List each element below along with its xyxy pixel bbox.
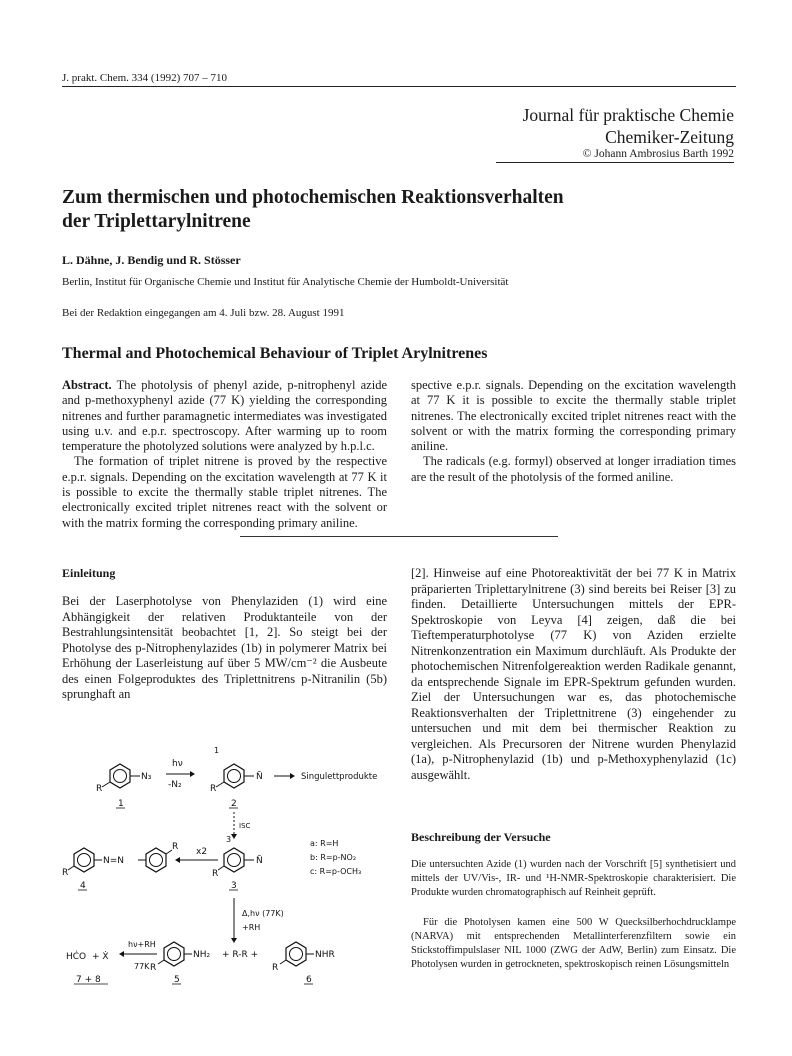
triplet-superscript: 3 (226, 835, 232, 844)
r-r-label: + R-R + (222, 950, 259, 960)
abstract-paragraph-3: The radicals (e.g. formyl) observed at longer irradiation times are the result of the photolysis of the formed aniline. (411, 454, 736, 484)
azide-n3-label: N₃ (141, 772, 152, 782)
versuche-heading: Beschreibung der Versuche (411, 830, 551, 844)
triplet-nitrene-3-structure (218, 848, 254, 872)
affiliation: Berlin, Institut für Organische Chemie und Institut für Analytische Chemie der Humboldt-Universität (62, 276, 509, 288)
abstract-label: Abstract. (62, 378, 112, 392)
aniline-5-structure (158, 942, 192, 966)
compound-label-4: 4 (80, 881, 86, 891)
journal-name (523, 104, 734, 148)
abstract-text-1: The photolysis of phenyl azide, p-nitrophenyl azide and p-methoxyphenyl azide (77 K) yielding the corresponding nitrenes and further paramagnetic intermediates was investigated using u.v. and e.p.r. spectroscopy. After warming up to room temperature the photolyzed solutions were analyzed by h.p.l.c. (62, 378, 387, 454)
versuche-paragraph-2: Für die Photolysen kamen eine 500 W Quecksilberhochdrucklampe (NARVA) mit entsprechenden Metallinterferenzfiltern sowie ein Stickstoffimpulslaser NIL 1000 (ZWG der AdW, Berlin) zum Einsatz. Die Photolysen wurden in getrockneten, spektroskopisch reinen Lösungsmitteln (411, 917, 736, 970)
plus-x-label: + Ẋ (92, 952, 109, 962)
english-title: Thermal and Photochemical Behaviour of Triplet Arylnitrenes (62, 345, 488, 362)
r-label-5: R (150, 963, 157, 973)
article-title (62, 186, 742, 234)
journal-citation: J. prakt. Chem. 334 (1992) 707 – 710 (62, 72, 227, 84)
article-title-line1: Zum thermischen und photochemischen Reaktionsverhalten (62, 187, 564, 208)
journal-name-line2: Chemiker-Zeitung (605, 127, 734, 147)
abstract-paragraph-1 (62, 378, 387, 454)
reaction-scheme (62, 742, 387, 1042)
77k-label: 77K (134, 962, 150, 971)
received-date: Bei der Redaktion eingegangen am 4. Juli bzw. 28. August 1991 (62, 307, 345, 319)
substituent-a: a: R=H (310, 839, 339, 848)
hv-rh-label: hν+RH (128, 940, 156, 949)
hv-label-1: hν (172, 759, 183, 769)
r-label-4a: R (62, 868, 69, 878)
singlet-superscript: 1 (214, 746, 220, 755)
abstract-right-column (411, 378, 736, 485)
compound-label-5: 5 (174, 975, 180, 985)
minus-n2-label: -N₂ (168, 780, 182, 790)
azide-1-structure (102, 764, 140, 788)
nh2-label: NH₂ (193, 950, 211, 960)
einleitung-paragraph-1: Bei der Laserphotolyse von Phenylaziden (1) wird eine Abhängigkeit der relativen Produktanteile von der Bestrahlungsintensität beobachtet [1, 2]. So steigt bei der Photolyse des p-Nitrophenylazides (1b) in polymerer Matrix bei Erhöhung der Laserleistung auf über 5 MW/cm⁻² die Ausbeute des einen Folgeproduktes des Triplettnitrens p-Nitranilin (5b) sprunghaft an (62, 594, 387, 701)
compound-label-1: 1 (118, 799, 124, 809)
singulettprodukte-label: Singulettprodukte (301, 772, 378, 782)
isc-label: ISC (239, 822, 251, 830)
einleitung-paragraph-2: [2]. Hinweise auf eine Photoreaktivität der bei 77 K in Matrix präparierten Triplettarylnitrene (3) sind bereits bei Reiser [3] zu finden. Detaillierte Untersuchungen mittels der EPR-Spektroskopie von Leyva [4] zeigen, daß die bei Tieftemperaturphotolyse (77 K) von Aziden erzielte Nitrenkonzentration ein Maximum durchläuft. Als Produkte der photochemischen Nitrenfolgereaktion werden Radikale genannt, da entsprechende Signale im EPR-Spektrum gefunden wurden. Ziel der Untersuchungen war es, das photochemische Reaktionsverhalten der Triplettnitrene (3) eingehender zu untersuchen und mit dem bei thermischer Reaktion zu vergleichen. Als Precursoren der Nitrene wurden Phenylazid (1a), p-Nitrophenylazid (1b) und p-Methoxyphenylazid (1c) ausgewählt. (411, 566, 736, 782)
x2-label: x2 (196, 847, 208, 857)
copyright-line: © Johann Ambrosius Barth 1992 (496, 148, 734, 163)
authors: L. Dähne, J. Bendig und R. Stösser (62, 253, 241, 267)
substituent-c: c: R=p-OCH₃ (310, 867, 362, 876)
einleitung-heading: Einleitung (62, 566, 116, 580)
nitrene-n-label-3: N̄ (256, 856, 263, 866)
thermal-conditions-label: Δ,hν (77K) (242, 909, 284, 918)
nitrene-n-label-2: N̄ (256, 772, 263, 782)
r-label-1: R (96, 784, 103, 794)
plus-rh-label: +RH (242, 923, 261, 932)
substituent-b: b: R=p-NO₂ (310, 853, 357, 862)
journal-name-line1: Journal für praktische Chemie (522, 105, 734, 125)
azo-n-n-label: N=N (103, 856, 125, 866)
article-title-line2: der Triplettarylnitrene (62, 211, 251, 232)
abstract-paragraph-2-cont: spective e.p.r. signals. Depending on the excitation wavelength at 77 K it is possible to excite the thermally stable triplet nitrenes. The electronically excited triplet nitrenes react with the solvent or with the matrix forming the corresponding primary aniline. (411, 378, 736, 454)
section-divider (240, 536, 558, 537)
header-rule (62, 86, 736, 87)
compound-label-2: 2 (231, 799, 237, 809)
formyl-radical-label: HĊO (66, 952, 87, 962)
versuche-paragraph-1: Die untersuchten Azide (1) wurden nach der Vorschrift [5] synthetisiert und mittels der UV/Vis-, IR- und ¹H-NMR-Spektroskopie charakterisiert. Die Produkte wurden chromatographisch auf Reinheit geprüft. (411, 859, 736, 898)
r-label-3: R (212, 869, 219, 879)
compound-label-7-8: 7 + 8 (76, 975, 101, 985)
r-label-6: R (272, 963, 279, 973)
compound-label-6: 6 (306, 975, 312, 985)
abstract-paragraph-2: The formation of triplet nitrene is proved by the respective e.p.r. signals. Depending on the excitation wavelength at 77 K it is possible to excite the thermally stable triplet nitrenes. The electronically excited triplet nitrenes react with the solvent or with the matrix forming the corresponding primary aniline. (62, 454, 387, 530)
compound-label-3: 3 (231, 881, 237, 891)
abstract-left-column (62, 378, 387, 530)
r-label-2: R (210, 784, 217, 794)
nhr-label: NHR (315, 950, 335, 960)
secondary-amine-6-structure (280, 942, 314, 966)
singlet-nitrene-2-structure (216, 764, 254, 788)
r-label-4b: R (172, 842, 179, 852)
